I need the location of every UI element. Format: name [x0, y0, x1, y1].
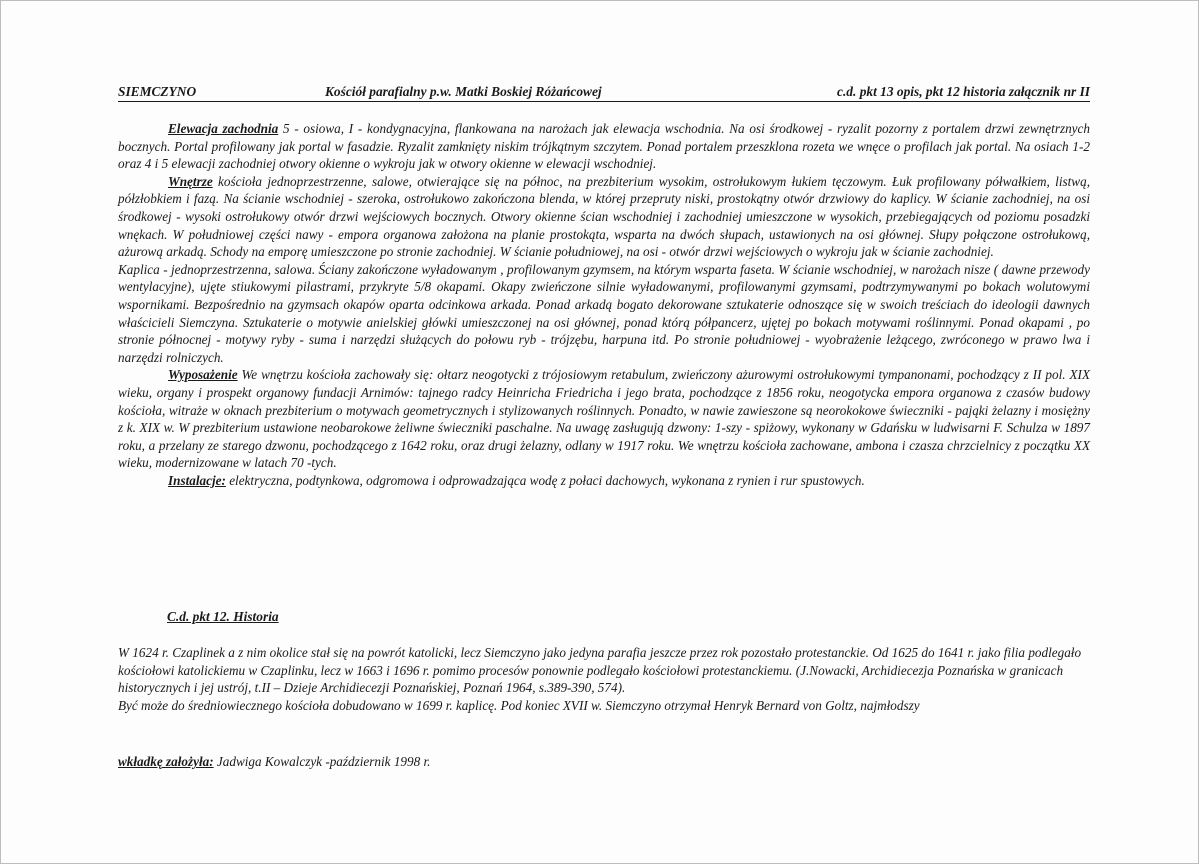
author-note — [118, 754, 430, 770]
heading-elewacja: Elewacja zachodnia — [168, 121, 279, 136]
author-label: wkładkę założyła: — [118, 754, 214, 769]
text-instalacje: elektryczna, podtynkowa, odgromowa i odprowadzająca wodę z połaci dachowych, wykonana z rynien i rur spustowych. — [225, 472, 865, 488]
text-wyposazenie: We wnętrzu kościoła zachowały się: ołtarz neogotycki z trójosiowym retabulum, zwieńczony ażurowymi ostrołukowymi tympanonami, pochodzący z II pol. XIX wieku, organy i prospekt organowy fundacji Arnimów: tajnego radcy Heinricha Friedricha i jego brata, pochodzące z 1856 roku, neogotycka empora organowa z czasów budowy kościoła, witraże w oknach prezbiterium o motywach geometrycznych i stylizowanych roślinnych. Ponadto, w nawie zawieszone są neorokokowe świeczniki - pająki żelazny i mosiężny z k. XIX w. W prezbiterium ustawione neobarokowe żeliwne świeczniki paschalne. Na uwagę zasługują dzwony: 1-szy - spiżowy, wykonany w Gdańsku w ludwisarni F. Schulza w 1897 roku, a przelany ze starego dzwonu, pochodzącego z 1642 roku, oraz drugi żelazny, odlany w 1917 roku. We wnętrzu kościoła zachowane, ambona i czasza chrzcielnicy z początku XX wieku, modernizowane w latach 70 -tych. — [118, 367, 1090, 471]
history-paragraph-2: Być może do średniowiecznego kościoła dobudowano w 1699 r. kaplicę. Pod koniec XVII w. Siemczyno otrzymał Henryk Bernard von Goltz, najmłodszy — [118, 697, 920, 713]
history-body — [118, 644, 1090, 714]
heading-wnetrze: Wnętrze — [168, 173, 213, 189]
history-title: C.d. pkt 12. Historia — [167, 609, 279, 624]
paragraph-wnetrze — [118, 173, 1090, 261]
heading-wyposazenie: Wyposażenie — [168, 367, 238, 383]
header-location: SIEMCZYNO — [118, 84, 197, 99]
text-wnetrze: kościoła jednoprzestrzenne, salowe, otwierające się na północ, na prezbiterium wysokim, ostrołukowym łukiem tęczowym. Łuk profilowany półwałkiem, listwą, półzłobkiem i fazą. Na ścianie wschodniej - szeroka, ostrołukowo zakończona blenda, w której przepruty niski, prostokątny otwór drzwiowy do kaplicy. W ścianie zachodniej, na osi środkowej - wysoki ostrołukowy otwór drzwi wejściowych bocznych. Otwory okienne ścian wschodniej i zachodniej umieszczone w wysokich, przebiegających od poziomu posadzki wnękach. W południowej części nawy - empora organowa założona na planie prostokąta, wsparta na dwóch słupach, ustawionych na osi głównej. Słupy połączone ostrołukową, ażurową arkadą. Schody na emporę umieszczone po stronie zachodniej. W ścianie południowej, na osi - otwór drzwi wejściowych o wykroju jak w ścianie zachodniej. — [118, 173, 1090, 260]
paragraph-instalacje — [118, 472, 1090, 490]
description-body — [118, 120, 1090, 489]
author-text: Jadwiga Kowalczyk -październik 1998 r. — [213, 754, 431, 769]
history-paragraph-1: W 1624 r. Czaplinek a z nim okolice stał się na powrót katolicki, lecz Siemczyno jako jedyna parafia jeszcze przez rok pozostało protestanckie. Od 1625 do 1641 r. jako filia podlegało kościołowi katolickiemu w Czaplinku, lecz w 1663 i 1696 r. pomimo procesów ponownie podlegało kościołowi protestanckiemu. (J.Nowacki, Archidiecezja Poznańska w granicach historycznych i jej ustrój, t.II – Dzieje Archidiecezji Poznańskiej, Poznań 1964, s.389-390, 574). — [118, 645, 1082, 696]
header-church: Kościół parafialny p.w. Matki Boskiej Różańcowej — [325, 84, 602, 99]
paragraph-wyposazenie — [118, 366, 1090, 472]
page-header — [118, 84, 1090, 102]
heading-instalacje: Instalacje: — [168, 472, 226, 488]
paragraph-elewacja — [118, 120, 1090, 173]
header-reference: c.d. pkt 13 opis, pkt 12 historia załącznik nr II — [837, 84, 1090, 99]
text-elewacja: 5 - osiowa, I - kondygnacyjna, flankowana na narożach jak elewacja wschodnia. Na osi środkowej - ryzalit pozorny z portalem drzwi zewnętrznych bocznych. Portal profilowany jak portal w fasadzie. Ryzalit zamknięty niskim trójkątnym szczytem. Ponad portalem przeszklona rozeta we wnęce o profilach jak portal. Na osiach 1-2 oraz 4 i 5 elewacji zachodniej otwory okienne o wykroju jak w otwory okienne w elewacji wschodniej. — [118, 121, 1090, 172]
paragraph-kaplica: Kaplica - jednoprzestrzenna, salowa. Ściany zakończone wyładowanym , profilowanym gzymsem, na którym wsparta faseta. W ścianie wschodniej, w narożach nisze ( dawne przewody wentylacyjne), ujęte stiukowymi pilastrami, przykryte 5/8 okapami. Okapy zwieńczone silnie wyładowanymi, profilowanymi gzymsami, podtrzymywanymi po bokach wolutowymi wspornikami. Bezpośrednio na gzymsach okapów oparta odcinkowa arkada. Ponad arkadą bogato dekorowane sztukaterie odnoszące się w swoich treściach do ideologii dawnych właścicieli Siemczyna. Sztukaterie o motywie anielskiej główki umieszczonej na osi głównej, ponad którą półpancerz, ujętej po bokach motywami roślinnymi. Ponad okapami , po stronie północnej - motywy ryby - suma i narzędzi służących do połowu ryb - trójzębu, harpuna itd. Po stronie południowej - wyobrażenie leżącego, zwróconego w prawo lwa i narzędzi rolniczych. — [118, 261, 1090, 365]
